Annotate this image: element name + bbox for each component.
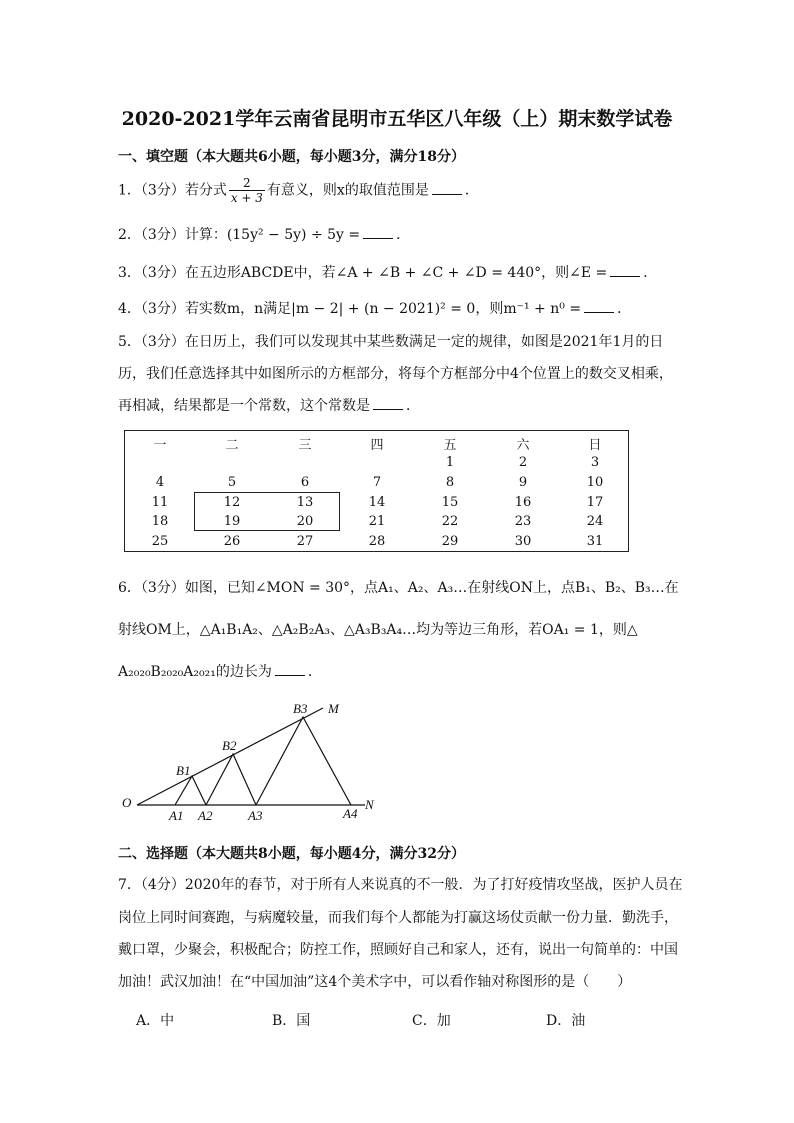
- page-title: 2020-2021学年云南省昆明市五华区八年级（上）期末数学试卷: [121, 108, 673, 130]
- calendar-cell: 25: [151, 534, 169, 549]
- calendar-header: 四: [370, 438, 384, 453]
- calendar-header: 一: [153, 438, 167, 453]
- ray-om: [137, 708, 323, 805]
- question-4: 4．（3分）若实数m，n满足|m − 2| + (n − 2021)² = 0，则m⁻¹ + n⁰ = ．: [118, 301, 632, 317]
- triangle-1: [175, 776, 206, 805]
- calendar-cell: 11: [151, 495, 169, 510]
- triangle-2: [206, 754, 256, 805]
- calendar-header: 日: [588, 438, 602, 453]
- question-1-prefix: 1．（3分）若分式: [118, 182, 227, 199]
- calendar-cell: 22: [441, 514, 459, 529]
- calendar-cell: 30: [514, 534, 532, 549]
- answer-blank: [275, 663, 305, 676]
- question-7-line-3: 戴口罩，少聚会，积极配合；防控工作，照顾好自己和家人，还有，说出一句简单的：中国: [118, 942, 678, 958]
- calendar-cell: 18: [151, 514, 169, 529]
- calendar-cell: 12: [223, 495, 241, 510]
- calendar-cell: 4: [155, 475, 165, 490]
- calendar-cell: 16: [514, 495, 532, 510]
- calendar-cell: 14: [368, 495, 386, 510]
- question-2: 2．（3分）计算：(15y² − 5y) ÷ 5y = ．: [118, 227, 411, 243]
- calendar-cell: 31: [586, 534, 604, 549]
- question-1-suffix: 有意义，则x的取值范围是: [266, 182, 429, 199]
- triangle-3: [256, 717, 351, 805]
- label-b3: B3: [293, 701, 308, 716]
- question-2-text: 2．（3分）计算：(15y² − 5y) ÷ 5y =: [118, 227, 361, 243]
- calendar-cell: 21: [368, 514, 386, 529]
- option-b: B．国: [272, 1013, 311, 1029]
- answer-blank: [584, 300, 614, 313]
- answer-blank: [432, 182, 462, 195]
- question-7-line-4: 加油！武汉加油！在“中国加油”这4个美术字中，可以看作轴对称图形的是（ ）: [118, 974, 632, 990]
- geometry-figure: [115, 695, 385, 830]
- label-a3: A3: [248, 808, 263, 823]
- calendar-header: 三: [298, 438, 312, 453]
- calendar-cell: 24: [586, 514, 604, 529]
- answer-blank: [610, 264, 640, 277]
- option-d: D．油: [546, 1013, 586, 1029]
- calendar-cell: 17: [586, 495, 604, 510]
- answer-blank: [373, 397, 403, 410]
- fraction-numerator: 2: [229, 176, 265, 191]
- question-1-fraction: [229, 176, 265, 205]
- calendar-cell: 28: [368, 534, 386, 549]
- calendar-cell: 20: [296, 514, 314, 529]
- question-4-text: 4．（3分）若实数m，n满足|m − 2| + (n − 2021)² = 0，则m⁻¹ + n⁰ =: [118, 301, 582, 317]
- calendar-cell: 6: [300, 475, 310, 490]
- label-a2: A2: [198, 808, 213, 823]
- question-7-line-2: 岗位上同时间赛跑，与病魔较量，而我们每个人都能为打赢这场仗贡献一份力量．勤洗手，: [118, 910, 678, 926]
- calendar-cell: 10: [586, 475, 604, 490]
- calendar-cell: 26: [223, 534, 241, 549]
- question-6-line-1: 6．（3分）如图，已知∠MON = 30°，点A₁、A₂、A₃…在射线ON上，点B₁、B₂、B₃…在: [118, 580, 679, 596]
- label-o: O: [122, 795, 132, 810]
- calendar-header: 五: [443, 438, 457, 453]
- option-c: C．加: [412, 1013, 451, 1029]
- section-1-heading: 一、填空题（本大题共6小题，每小题3分，满分18分）: [118, 149, 465, 165]
- calendar-cell: 3: [590, 455, 600, 470]
- question-7-line-1: 7．（4分）2020年的春节，对于所有人来说真的不一般．为了打好疫情攻坚战，医护人员在: [118, 877, 683, 893]
- calendar-cell: 7: [372, 475, 382, 490]
- label-a4: A4: [343, 806, 358, 821]
- calendar-cell: 13: [296, 495, 314, 510]
- question-1: 1．（3分）若分式 $\frac{2}{x + 3}$ 有意义，则x的取值范围是 ．: [118, 176, 479, 205]
- section-2-heading: 二、选择题（本大题共8小题，每小题4分，满分32分）: [118, 846, 465, 862]
- calendar-cell: 1: [445, 455, 455, 470]
- calendar-cell: 15: [441, 495, 459, 510]
- label-m: M: [328, 701, 339, 716]
- label-a1: A1: [169, 808, 184, 823]
- question-3: 3．（3分）在五边形ABCDE中，若∠A + ∠B + ∠C + ∠D = 440°，则∠E = ．: [118, 265, 658, 281]
- calendar-cell: 23: [514, 514, 532, 529]
- calendar-header: 六: [516, 438, 530, 453]
- calendar-cell: 2: [518, 455, 528, 470]
- question-5-text: 5．（3分）在日历上，我们可以发现其中某些数满足一定的规律，如图是2021年1月的日历，我们任意选择其中如图所示的方框部分，将每个方框部分中4个位置上的数交叉相乘，再相减，结果都是一个常数，这个常数是: [118, 334, 673, 414]
- question-3-text: 3．（3分）在五边形ABCDE中，若∠A + ∠B + ∠C + ∠D = 440°，则∠E =: [118, 265, 608, 281]
- calendar-cell: 29: [441, 534, 459, 549]
- fraction-denominator: x + 3: [230, 191, 263, 205]
- label-b1: B1: [176, 763, 191, 778]
- calendar-header: 二: [225, 438, 239, 453]
- question-6-text: A₂₀₂₀B₂₀₂₀A₂₀₂₁的边长为: [118, 664, 272, 680]
- calendar-cell: 27: [296, 534, 314, 549]
- label-n: N: [365, 797, 374, 812]
- label-b2: B2: [222, 738, 237, 753]
- question-5: 5．（3分）在日历上，我们可以发现其中某些数满足一定的规律，如图是2021年1月的日历，我们任意选择其中如图所示的方框部分，将每个方框部分中4个位置上的数交叉相乘，再相减，结果都是一个常数，这个常数是 ．: [118, 334, 673, 414]
- question-6-line-2: 射线OM上，△A₁B₁A₂、△A₂B₂A₃、△A₃B₃A₄…均为等边三角形，若OA₁ = 1，则△: [118, 622, 638, 638]
- calendar-cell: 5: [227, 475, 237, 490]
- calendar-cell: 9: [518, 475, 528, 490]
- answer-blank: [363, 226, 393, 239]
- calendar-cell: 8: [445, 475, 455, 490]
- question-6-line-3: A₂₀₂₀B₂₀₂₀A₂₀₂₁的边长为 ．: [118, 664, 322, 680]
- option-a: A．中: [136, 1013, 175, 1029]
- calendar-cell: 19: [223, 514, 241, 529]
